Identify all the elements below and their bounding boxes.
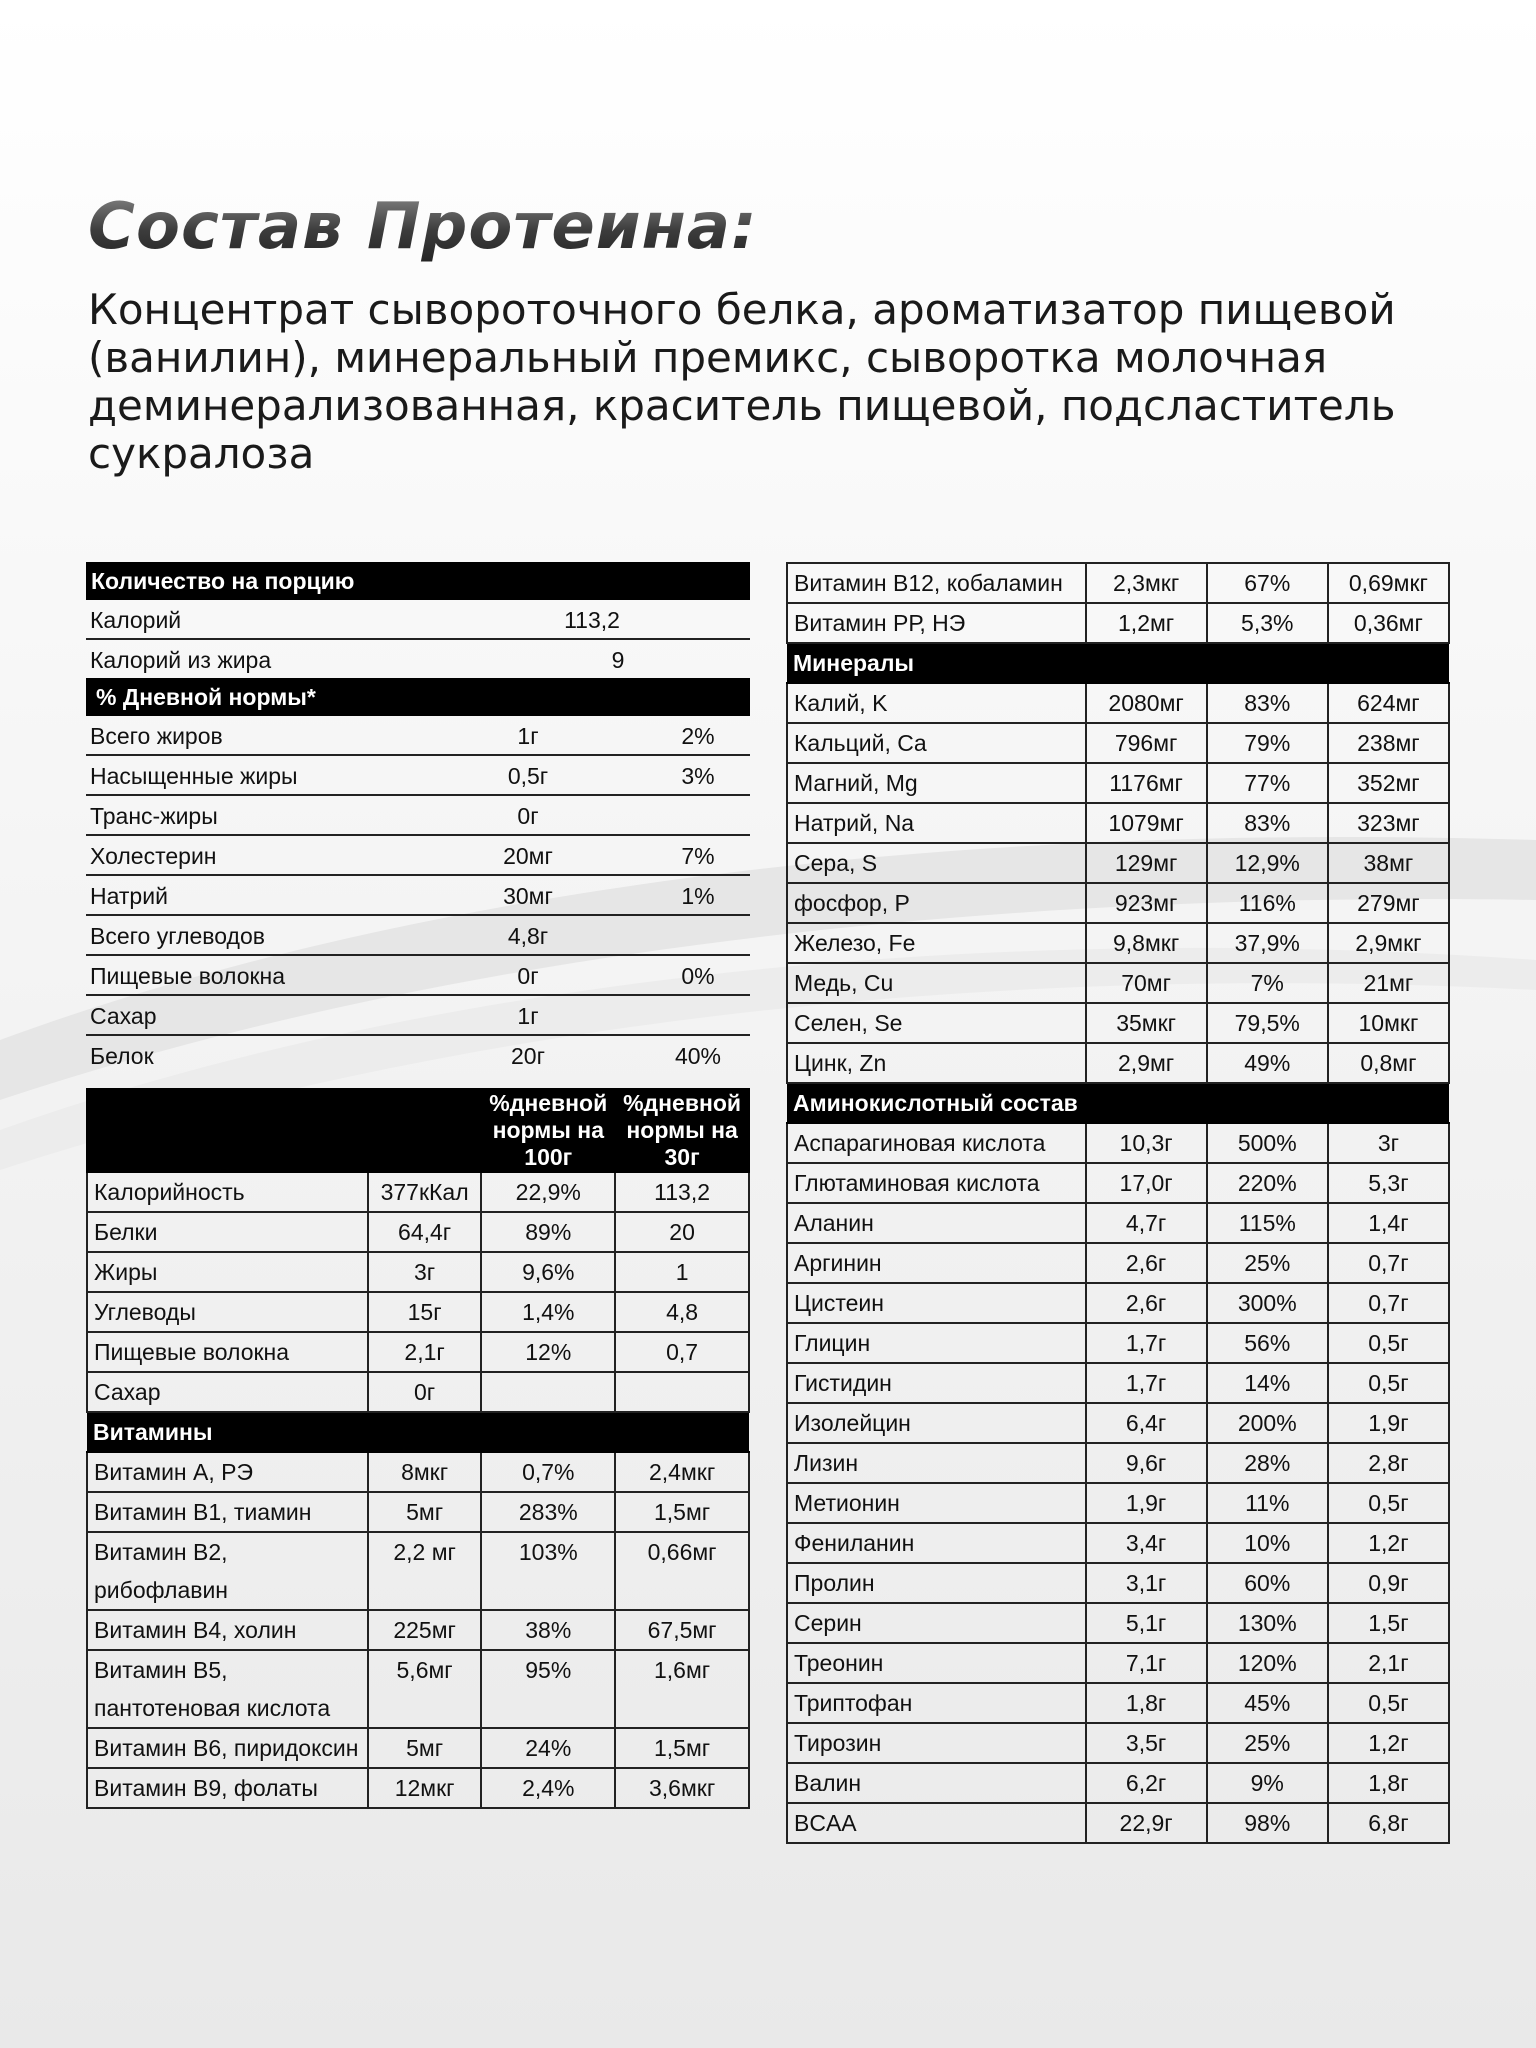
daily-row bbox=[86, 1036, 750, 1074]
daily-header: % Дневной нормы* bbox=[86, 678, 750, 716]
row-percent-30g: 10мкг bbox=[1328, 1003, 1449, 1043]
row-amount: 35мкг bbox=[1086, 1003, 1207, 1043]
macro-row bbox=[87, 1332, 749, 1372]
macro-header-row bbox=[87, 1089, 749, 1172]
row-label: Калий, K bbox=[787, 683, 1086, 723]
amino-row bbox=[787, 1523, 1449, 1563]
vitamin-row bbox=[87, 1650, 749, 1728]
daily-row bbox=[86, 996, 750, 1036]
daily-label: Натрий bbox=[90, 883, 168, 909]
row-percent-100g: 89% bbox=[481, 1212, 615, 1252]
row-amount: 15г bbox=[368, 1292, 482, 1332]
vitamin-row bbox=[87, 1452, 749, 1492]
row-amount: 2,6г bbox=[1086, 1283, 1207, 1323]
row-percent-30g: 1,2г bbox=[1328, 1523, 1449, 1563]
amino-row bbox=[787, 1443, 1449, 1483]
daily-row bbox=[86, 796, 750, 836]
row-percent-30g bbox=[615, 1372, 749, 1412]
nutrition-panel bbox=[86, 562, 750, 1074]
daily-amount: 20г bbox=[511, 1043, 545, 1069]
row-label: Витамин В9, фолаты bbox=[87, 1768, 368, 1808]
row-label: Витамин В12, кобаламин bbox=[787, 563, 1086, 603]
row-label: Белки bbox=[87, 1212, 368, 1252]
row-label: Углеводы bbox=[87, 1292, 368, 1332]
fat-calories-value: 9 bbox=[611, 647, 625, 673]
daily-label: Транс-жиры bbox=[90, 803, 218, 829]
row-percent-30g: 1,5г bbox=[1328, 1603, 1449, 1643]
row-percent-30g: 0,66мг bbox=[615, 1532, 749, 1610]
row-percent-30g: 1,4г bbox=[1328, 1203, 1449, 1243]
row-label: Изолейцин bbox=[787, 1403, 1086, 1443]
daily-label: Белок bbox=[90, 1043, 154, 1069]
row-percent-100g: 220% bbox=[1207, 1163, 1328, 1203]
row-amount: 5,1г bbox=[1086, 1603, 1207, 1643]
daily-amount: 0г bbox=[517, 803, 539, 829]
mineral-row bbox=[787, 803, 1449, 843]
vitamin-row bbox=[87, 1532, 749, 1610]
amino-row bbox=[787, 1603, 1449, 1643]
row-amount: 70мг bbox=[1086, 963, 1207, 1003]
row-percent-30g: 0,69мкг bbox=[1328, 563, 1449, 603]
row-percent-100g bbox=[481, 1372, 615, 1412]
calories-row bbox=[86, 600, 750, 640]
macro-row bbox=[87, 1252, 749, 1292]
row-percent-100g: 200% bbox=[1207, 1403, 1328, 1443]
row-amount: 225мг bbox=[368, 1610, 482, 1650]
row-percent-100g: 67% bbox=[1207, 563, 1328, 603]
vitamin-row bbox=[87, 1492, 749, 1532]
row-amount: 5мг bbox=[368, 1728, 482, 1768]
row-percent-100g: 283% bbox=[481, 1492, 615, 1532]
row-percent-100g: 12,9% bbox=[1207, 843, 1328, 883]
row-label: Витамин В2, рибофлавин bbox=[87, 1532, 368, 1610]
row-amount: 8мкг bbox=[368, 1452, 482, 1492]
daily-amount: 20мг bbox=[503, 843, 553, 869]
daily-percent: 2% bbox=[681, 723, 715, 749]
daily-amount: 1г bbox=[517, 1003, 539, 1029]
daily-row bbox=[86, 756, 750, 796]
row-amount: 2,1г bbox=[368, 1332, 482, 1372]
row-percent-30g: 5,3г bbox=[1328, 1163, 1449, 1203]
vitamin-row bbox=[787, 563, 1449, 603]
page-title: Состав Протеина: bbox=[88, 190, 758, 264]
row-percent-30g: 1,5мг bbox=[615, 1728, 749, 1768]
row-label: Аланин bbox=[787, 1203, 1086, 1243]
row-percent-100g: 1,4% bbox=[481, 1292, 615, 1332]
row-percent-100g: 83% bbox=[1207, 683, 1328, 723]
row-percent-100g: 115% bbox=[1207, 1203, 1328, 1243]
macro-row bbox=[87, 1292, 749, 1332]
row-percent-30g: 20 bbox=[615, 1212, 749, 1252]
row-percent-30g: 0,36мг bbox=[1328, 603, 1449, 643]
row-label: Магний, Mg bbox=[787, 763, 1086, 803]
row-percent-100g: 120% bbox=[1207, 1643, 1328, 1683]
amino-row bbox=[787, 1403, 1449, 1443]
amino-row bbox=[787, 1803, 1449, 1843]
macro-header-blank-2 bbox=[368, 1089, 482, 1172]
amino-row bbox=[787, 1563, 1449, 1603]
row-label: Витамин В5, пантотеновая кислота bbox=[87, 1650, 368, 1728]
row-label: Сахар bbox=[87, 1372, 368, 1412]
amino-row bbox=[787, 1283, 1449, 1323]
mineral-row bbox=[787, 843, 1449, 883]
row-label: Жиры bbox=[87, 1252, 368, 1292]
row-amount: 1,7г bbox=[1086, 1323, 1207, 1363]
row-percent-100g: 9% bbox=[1207, 1763, 1328, 1803]
row-label: Треонин bbox=[787, 1643, 1086, 1683]
row-label: Гистидин bbox=[787, 1363, 1086, 1403]
row-percent-100g: 79,5% bbox=[1207, 1003, 1328, 1043]
row-percent-30g: 0,7г bbox=[1328, 1243, 1449, 1283]
row-percent-100g: 37,9% bbox=[1207, 923, 1328, 963]
vitamins-header bbox=[87, 1412, 749, 1452]
amino-row bbox=[787, 1643, 1449, 1683]
row-label: Медь, Cu bbox=[787, 963, 1086, 1003]
row-percent-100g: 28% bbox=[1207, 1443, 1328, 1483]
daily-amount: 1г bbox=[517, 723, 539, 749]
row-amount: 9,8мкг bbox=[1086, 923, 1207, 963]
mineral-row bbox=[787, 1003, 1449, 1043]
row-amount: 923мг bbox=[1086, 883, 1207, 923]
daily-percent: 1% bbox=[681, 883, 715, 909]
daily-amount: 30мг bbox=[503, 883, 553, 909]
row-label: Лизин bbox=[787, 1443, 1086, 1483]
row-amount: 4,7г bbox=[1086, 1203, 1207, 1243]
serving-header: Количество на порцию bbox=[86, 562, 750, 600]
row-percent-30g: 0,5г bbox=[1328, 1683, 1449, 1723]
row-percent-100g: 83% bbox=[1207, 803, 1328, 843]
row-percent-30g: 6,8г bbox=[1328, 1803, 1449, 1843]
daily-amount: 4,8г bbox=[507, 923, 549, 949]
daily-label: Пищевые волокна bbox=[90, 963, 286, 989]
row-percent-100g: 7% bbox=[1207, 963, 1328, 1003]
row-amount: 2,3мкг bbox=[1086, 563, 1207, 603]
row-amount: 377кКал bbox=[368, 1172, 482, 1212]
vitamin-row bbox=[87, 1768, 749, 1808]
row-label: Натрий, Na bbox=[787, 803, 1086, 843]
row-amount: 1,2мг bbox=[1086, 603, 1207, 643]
mineral-row bbox=[787, 683, 1449, 723]
row-label: BCAA bbox=[787, 1803, 1086, 1843]
fat-calories-row bbox=[86, 640, 750, 678]
daily-row bbox=[86, 916, 750, 956]
row-percent-100g: 12% bbox=[481, 1332, 615, 1372]
row-label: Сера, S bbox=[787, 843, 1086, 883]
row-label: Цистеин bbox=[787, 1283, 1086, 1323]
row-amount: 0г bbox=[368, 1372, 482, 1412]
row-amount: 1,7г bbox=[1086, 1363, 1207, 1403]
mineral-row bbox=[787, 1043, 1449, 1083]
row-percent-30g: 0,5г bbox=[1328, 1483, 1449, 1523]
daily-row bbox=[86, 956, 750, 996]
amino-row bbox=[787, 1203, 1449, 1243]
row-percent-100g: 103% bbox=[481, 1532, 615, 1610]
row-label: Тирозин bbox=[787, 1723, 1086, 1763]
row-percent-30g: 3,6мкг bbox=[615, 1768, 749, 1808]
amino-row bbox=[787, 1683, 1449, 1723]
amino-row bbox=[787, 1323, 1449, 1363]
row-label: Триптофан bbox=[787, 1683, 1086, 1723]
header-per-30g: %дневной нормы на 30г bbox=[615, 1089, 749, 1172]
row-percent-30g: 0,7г bbox=[1328, 1283, 1449, 1323]
row-label: Серин bbox=[787, 1603, 1086, 1643]
row-amount: 12мкг bbox=[368, 1768, 482, 1808]
row-amount: 1,8г bbox=[1086, 1683, 1207, 1723]
row-percent-100g: 2,4% bbox=[481, 1768, 615, 1808]
row-amount: 64,4г bbox=[368, 1212, 482, 1252]
daily-percent: 0% bbox=[681, 963, 715, 989]
minerals-header-label: Минералы bbox=[787, 643, 1449, 683]
row-percent-30g: 323мг bbox=[1328, 803, 1449, 843]
row-amount: 17,0г bbox=[1086, 1163, 1207, 1203]
row-percent-30g: 113,2 bbox=[615, 1172, 749, 1212]
row-percent-100g: 0,7% bbox=[481, 1452, 615, 1492]
row-label: Витамин РР, НЭ bbox=[787, 603, 1086, 643]
row-amount: 2080мг bbox=[1086, 683, 1207, 723]
row-amount: 2,6г bbox=[1086, 1243, 1207, 1283]
calories-value: 113,2 bbox=[564, 607, 620, 633]
calories-label: Калорий bbox=[90, 607, 182, 633]
row-percent-30g: 2,8г bbox=[1328, 1443, 1449, 1483]
daily-amount: 0,5г bbox=[507, 763, 549, 789]
row-label: Витамин В4, холин bbox=[87, 1610, 368, 1650]
amino-header-label: Аминокислотный состав bbox=[787, 1083, 1449, 1123]
row-percent-100g: 22,9% bbox=[481, 1172, 615, 1212]
amino-row bbox=[787, 1123, 1449, 1163]
row-percent-100g: 98% bbox=[1207, 1803, 1328, 1843]
row-percent-30g: 238мг bbox=[1328, 723, 1449, 763]
row-label: Глютаминовая кислота bbox=[787, 1163, 1086, 1203]
row-percent-30g: 1,2г bbox=[1328, 1723, 1449, 1763]
daily-label: Всего жиров bbox=[90, 723, 223, 749]
daily-amount: 0г bbox=[517, 963, 539, 989]
row-percent-100g: 116% bbox=[1207, 883, 1328, 923]
vitamin-row bbox=[87, 1728, 749, 1768]
daily-label: Сахар bbox=[90, 1003, 157, 1029]
row-percent-100g: 60% bbox=[1207, 1563, 1328, 1603]
macro-header-blank bbox=[87, 1089, 368, 1172]
row-amount: 10,3г bbox=[1086, 1123, 1207, 1163]
daily-rows bbox=[86, 716, 750, 1074]
row-percent-30g: 67,5мг bbox=[615, 1610, 749, 1650]
row-percent-100g: 38% bbox=[481, 1610, 615, 1650]
mineral-row bbox=[787, 963, 1449, 1003]
row-label: Глицин bbox=[787, 1323, 1086, 1363]
macro-row bbox=[87, 1372, 749, 1412]
row-percent-30g: 2,9мкг bbox=[1328, 923, 1449, 963]
row-amount: 2,2 мг bbox=[368, 1532, 482, 1610]
row-percent-30g: 2,4мкг bbox=[615, 1452, 749, 1492]
mineral-row bbox=[787, 763, 1449, 803]
row-percent-100g: 25% bbox=[1207, 1723, 1328, 1763]
fat-calories-label: Калорий из жира bbox=[90, 647, 272, 673]
row-label: Аргинин bbox=[787, 1243, 1086, 1283]
row-label: Витамин А, РЭ bbox=[87, 1452, 368, 1492]
daily-percent: 3% bbox=[681, 763, 715, 789]
row-label: Витамин В1, тиамин bbox=[87, 1492, 368, 1532]
row-amount: 6,2г bbox=[1086, 1763, 1207, 1803]
row-percent-30g: 3г bbox=[1328, 1123, 1449, 1163]
row-amount: 1079мг bbox=[1086, 803, 1207, 843]
mineral-row bbox=[787, 883, 1449, 923]
row-amount: 3г bbox=[368, 1252, 482, 1292]
row-label: Пищевые волокна bbox=[87, 1332, 368, 1372]
macro-row bbox=[87, 1212, 749, 1252]
row-percent-30g: 0,8мг bbox=[1328, 1043, 1449, 1083]
row-percent-30g: 1,5мг bbox=[615, 1492, 749, 1532]
daily-label: Насыщенные жиры bbox=[90, 763, 298, 789]
row-amount: 5мг bbox=[368, 1492, 482, 1532]
row-label: Валин bbox=[787, 1763, 1086, 1803]
row-label: Фениланин bbox=[787, 1523, 1086, 1563]
row-percent-100g: 14% bbox=[1207, 1363, 1328, 1403]
row-amount: 3,5г bbox=[1086, 1723, 1207, 1763]
amino-row bbox=[787, 1763, 1449, 1803]
row-percent-100g: 45% bbox=[1207, 1683, 1328, 1723]
macro-vitamin-table bbox=[86, 1088, 750, 1809]
row-label: Аспарагиновая кислота bbox=[787, 1123, 1086, 1163]
row-percent-30g: 1 bbox=[615, 1252, 749, 1292]
row-amount: 2,9мг bbox=[1086, 1043, 1207, 1083]
row-percent-100g: 95% bbox=[481, 1650, 615, 1728]
row-percent-30g: 1,9г bbox=[1328, 1403, 1449, 1443]
amino-row bbox=[787, 1483, 1449, 1523]
row-amount: 9,6г bbox=[1086, 1443, 1207, 1483]
mineral-row bbox=[787, 923, 1449, 963]
row-percent-100g: 300% bbox=[1207, 1283, 1328, 1323]
vitamin-row bbox=[87, 1610, 749, 1650]
row-label: Калорийность bbox=[87, 1172, 368, 1212]
row-percent-100g: 500% bbox=[1207, 1123, 1328, 1163]
row-percent-100g: 24% bbox=[481, 1728, 615, 1768]
row-amount: 5,6мг bbox=[368, 1650, 482, 1728]
row-amount: 7,1г bbox=[1086, 1643, 1207, 1683]
daily-row bbox=[86, 836, 750, 876]
row-percent-30g: 1,8г bbox=[1328, 1763, 1449, 1803]
row-label: Селен, Se bbox=[787, 1003, 1086, 1043]
ingredients-text: Концентрат сывороточного белка, ароматизатор пищевой (ванилин), минеральный премикс, сыворотка молочная деминерализованная, краситель пищевой, подсластитель сукралоза bbox=[88, 285, 1396, 478]
macro-row bbox=[87, 1172, 749, 1212]
daily-row bbox=[86, 876, 750, 916]
row-percent-30g: 279мг bbox=[1328, 883, 1449, 923]
row-amount: 1,9г bbox=[1086, 1483, 1207, 1523]
row-percent-30g: 21мг bbox=[1328, 963, 1449, 1003]
row-percent-100g: 130% bbox=[1207, 1603, 1328, 1643]
row-percent-30g: 624мг bbox=[1328, 683, 1449, 723]
row-label: Железо, Fe bbox=[787, 923, 1086, 963]
row-percent-30g: 0,9г bbox=[1328, 1563, 1449, 1603]
row-label: фосфор, P bbox=[787, 883, 1086, 923]
row-percent-100g: 77% bbox=[1207, 763, 1328, 803]
minerals-amino-table bbox=[786, 562, 1450, 1844]
daily-label: Холестерин bbox=[90, 843, 217, 869]
amino-row bbox=[787, 1363, 1449, 1403]
row-percent-30g: 4,8 bbox=[615, 1292, 749, 1332]
mineral-row bbox=[787, 723, 1449, 763]
row-label: Цинк, Zn bbox=[787, 1043, 1086, 1083]
daily-label: Всего углеводов bbox=[90, 923, 265, 949]
row-percent-100g: 11% bbox=[1207, 1483, 1328, 1523]
row-percent-100g: 56% bbox=[1207, 1323, 1328, 1363]
row-percent-100g: 5,3% bbox=[1207, 603, 1328, 643]
row-amount: 22,9г bbox=[1086, 1803, 1207, 1843]
amino-row bbox=[787, 1243, 1449, 1283]
row-label: Кальций, Ca bbox=[787, 723, 1086, 763]
row-amount: 3,4г bbox=[1086, 1523, 1207, 1563]
row-percent-100g: 79% bbox=[1207, 723, 1328, 763]
row-percent-30g: 0,5г bbox=[1328, 1363, 1449, 1403]
amino-row bbox=[787, 1163, 1449, 1203]
row-amount: 3,1г bbox=[1086, 1563, 1207, 1603]
row-amount: 6,4г bbox=[1086, 1403, 1207, 1443]
row-percent-30g: 0,5г bbox=[1328, 1323, 1449, 1363]
row-percent-100g: 9,6% bbox=[481, 1252, 615, 1292]
row-percent-30g: 352мг bbox=[1328, 763, 1449, 803]
row-amount: 796мг bbox=[1086, 723, 1207, 763]
row-percent-30g: 2,1г bbox=[1328, 1643, 1449, 1683]
vitamins-header-label: Витамины bbox=[87, 1412, 749, 1452]
amino-header bbox=[787, 1083, 1449, 1123]
row-percent-100g: 10% bbox=[1207, 1523, 1328, 1563]
row-percent-30g: 1,6мг bbox=[615, 1650, 749, 1728]
daily-row bbox=[86, 716, 750, 756]
daily-percent: 40% bbox=[674, 1043, 722, 1069]
row-percent-30g: 38мг bbox=[1328, 843, 1449, 883]
amino-row bbox=[787, 1723, 1449, 1763]
row-label: Пролин bbox=[787, 1563, 1086, 1603]
row-percent-100g: 25% bbox=[1207, 1243, 1328, 1283]
row-amount: 129мг bbox=[1086, 843, 1207, 883]
vitamin-row bbox=[787, 603, 1449, 643]
row-percent-30g: 0,7 bbox=[615, 1332, 749, 1372]
minerals-header bbox=[787, 643, 1449, 683]
row-label: Метионин bbox=[787, 1483, 1086, 1523]
header-per-100g: %дневной нормы на 100г bbox=[481, 1089, 615, 1172]
daily-percent: 7% bbox=[681, 843, 715, 869]
row-percent-100g: 49% bbox=[1207, 1043, 1328, 1083]
row-label: Витамин В6, пиридоксин bbox=[87, 1728, 368, 1768]
row-amount: 1176мг bbox=[1086, 763, 1207, 803]
